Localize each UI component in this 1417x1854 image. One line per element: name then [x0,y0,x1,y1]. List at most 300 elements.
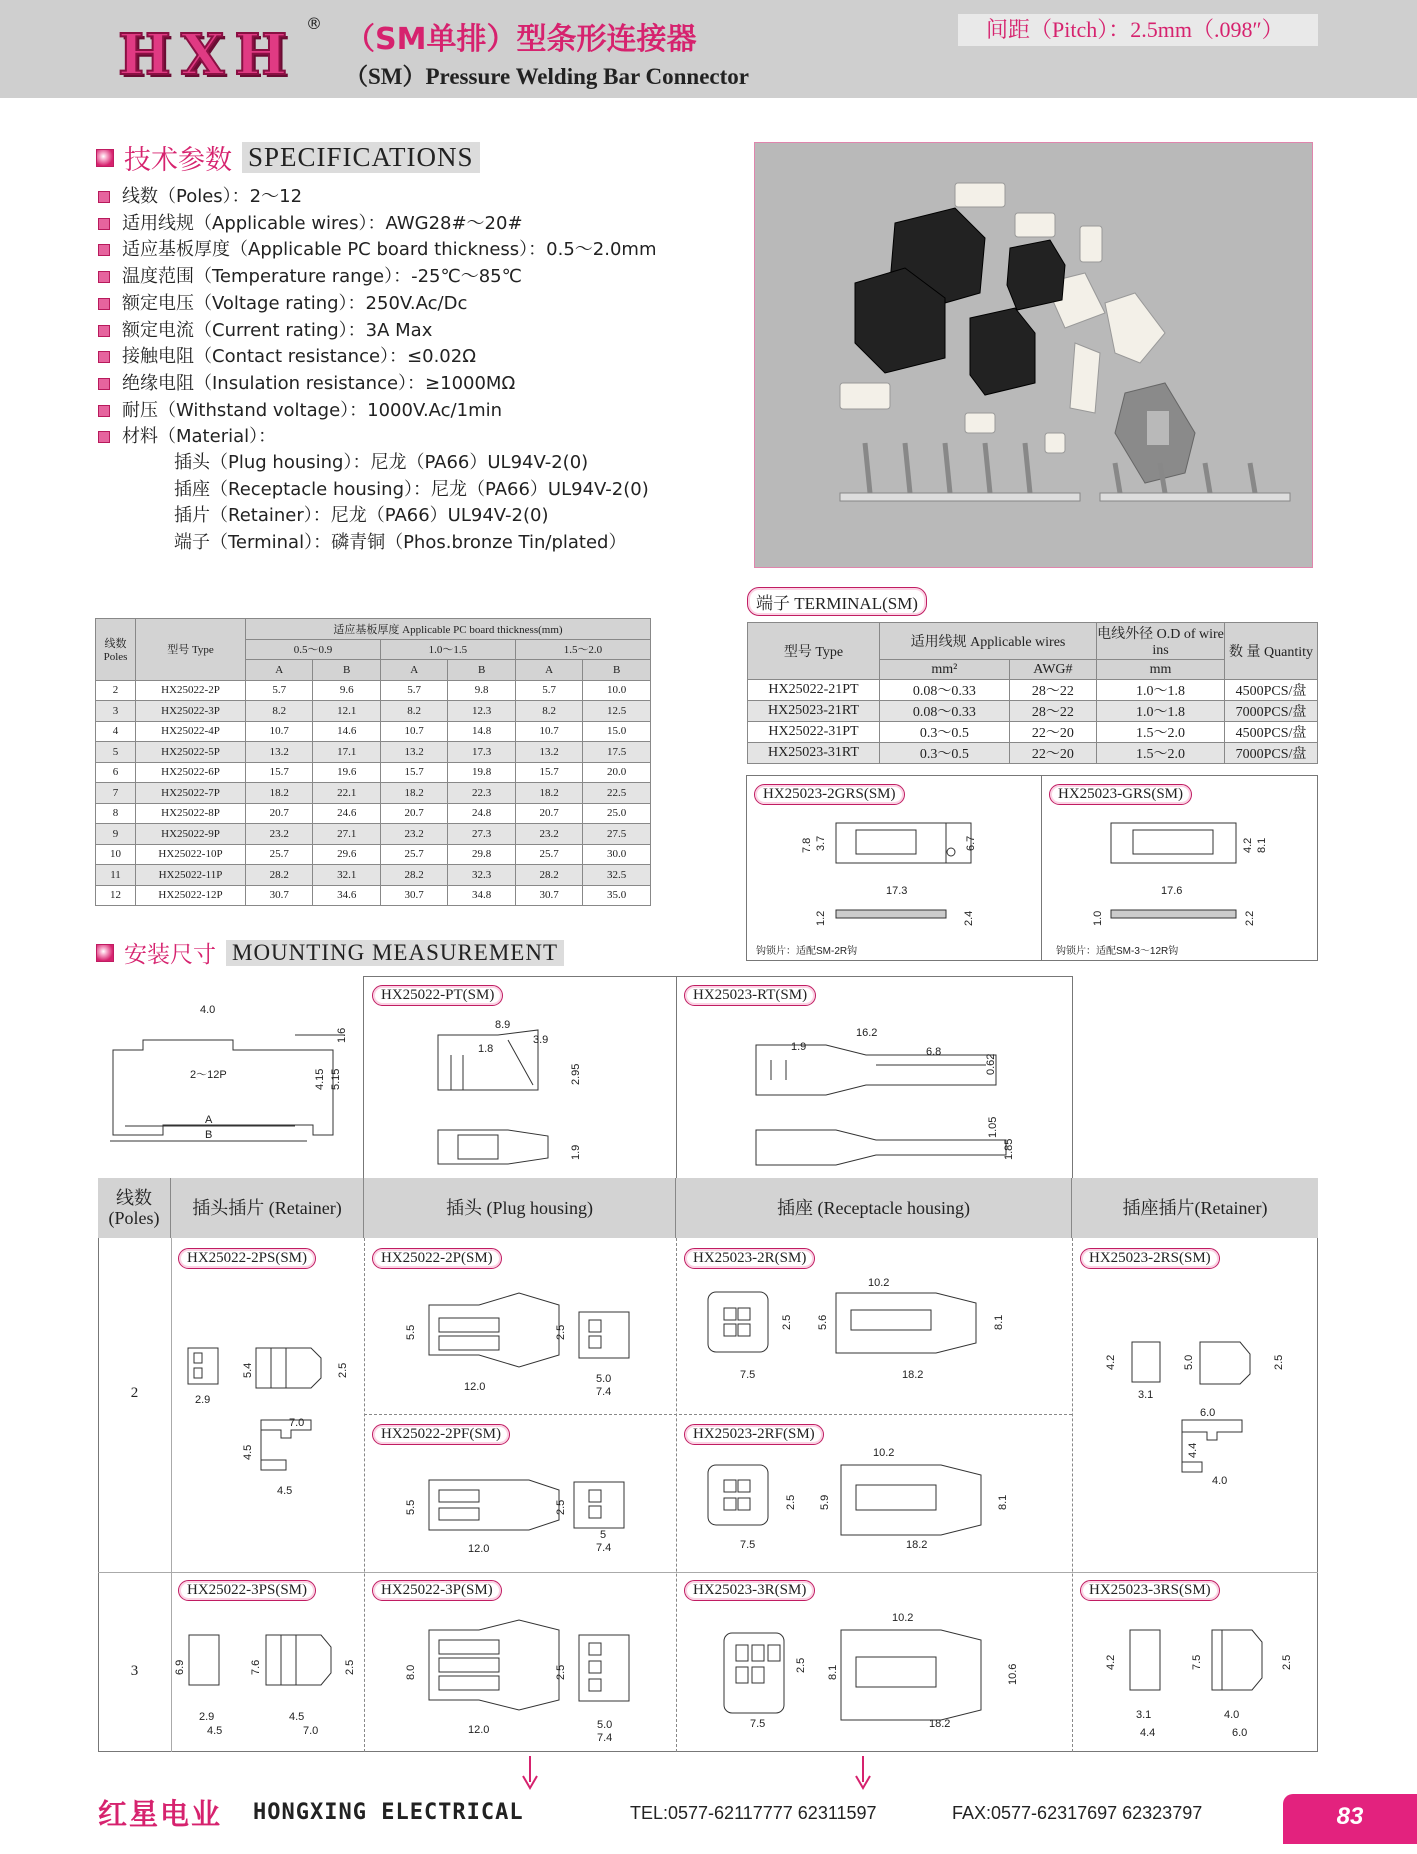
spec-item [98,396,502,422]
th-b: B [313,660,380,681]
spec-item-text: 耐压（Withstand voltage）：1000V.Ac/1min [122,399,503,421]
table-cell: 17.1 [313,742,380,763]
pcb-layout-drawing [95,995,355,1145]
table-cell: HX25022-21PT [748,680,880,701]
th-term-od: 电线外径 O.D of wire ins [1097,623,1225,660]
table-cell: 35.0 [583,885,651,906]
spec-item-text: 适用线规（Applicable wires）：AWG28#～20# [122,212,523,234]
pitch-label: 间距（Pitch）：2.5mm（.098″） [958,14,1318,46]
mounting-title-cn: 安装尺寸 [124,942,216,967]
pcb-dim: A [205,1114,213,1126]
table-cell: 7000PCS/盘 [1225,701,1318,722]
table-cell: 17.5 [583,742,651,763]
ps2-dim: 2.5 [337,1362,349,1378]
rs3-dim: 7.5 [1191,1654,1203,1670]
pcb-dim: B [205,1129,213,1141]
table-cell: 10.7 [246,721,313,742]
table-cell: 14.8 [448,721,515,742]
rt-drawing [676,1010,1073,1178]
table-cell: 10.7 [380,721,447,742]
table-cell: 12.1 [313,701,380,722]
terminal-label: 端子 TERMINAL(SM) [747,587,927,616]
pcb-dim: 5.15 [330,1068,342,1090]
rf2-dim: 18.2 [906,1539,928,1551]
ps2-drawing [171,1290,364,1520]
pt-dim: 1.9 [570,1144,582,1160]
p3-dim: 8.0 [405,1664,417,1680]
table-cell: 22～20 [1009,722,1096,743]
table-row [96,783,651,804]
down-arrow-icon [520,1756,540,1790]
r2-dim: 8.1 [993,1314,1005,1330]
grs-right-dim: 1.0 [1092,910,1104,926]
ps3-dim: 7.0 [303,1725,319,1737]
table-cell: HX25022-5P [136,742,246,763]
material-item: 端子（Terminal）：磷青铜（Phos.bronze Tin/plated） [174,531,627,553]
spec-item-text: 额定电压（Voltage rating）：250V.Ac/Dc [122,292,468,314]
table-cell: 22.5 [583,783,651,804]
th-a: A [246,660,313,681]
grid-hline [98,1572,1318,1573]
table-cell: 32.3 [448,865,515,886]
p3-drawing [364,1605,676,1750]
r3-dim: 18.2 [929,1718,951,1730]
th-range: 0.5～0.9 [246,639,381,660]
table-cell: 18.2 [380,783,447,804]
table-cell: 25.7 [515,844,582,865]
table-cell: 4500PCS/盘 [1225,680,1318,701]
table-cell: 25.0 [583,803,651,824]
th-term-type: 型号 Type [748,623,880,680]
table-cell: 2 [96,680,136,701]
col-header-plug-housing: 插头 (Plug housing) [364,1178,676,1238]
table-row [748,701,1318,722]
th-term-mm: mm [1097,660,1225,680]
table-cell: HX25022-7P [136,783,246,804]
pt-dim: 1.8 [478,1043,494,1055]
table-cell: 28～22 [1009,701,1096,722]
table-cell: 12 [96,885,136,906]
p3-dim: 2.5 [555,1664,567,1680]
rf2-drawing [676,1440,1072,1570]
grs-left-dim: 2.4 [963,910,975,926]
bullet-icon [98,431,110,443]
table-cell: 13.2 [515,742,582,763]
spec-item [98,342,476,368]
ps3-dim: 2.9 [199,1711,215,1723]
pt-dim: 3.9 [533,1034,549,1046]
pt-dim: 8.9 [495,1019,511,1031]
table-cell: 28.2 [246,865,313,886]
rs2-dim: 3.1 [1138,1389,1154,1401]
fax-numbers: FAX:0577-62317697 62323797 [952,1803,1203,1823]
r2-dim: 7.5 [740,1369,756,1381]
spec-item [98,316,432,342]
material-item: 插片（Retainer）：尼龙（PA66）UL94V-2(0) [174,505,549,526]
grs-left-dim: 3.7 [815,835,827,851]
specifications-heading [96,138,480,177]
ps3-dim: 7.6 [250,1659,262,1675]
table-cell: 8.2 [246,701,313,722]
dimension-table [95,618,651,906]
table-cell: 12.5 [583,701,651,722]
row-poles-3: 3 [130,1663,139,1679]
table-cell: 20.7 [515,803,582,824]
p2-dim: 7.4 [596,1386,612,1398]
table-cell: 9.8 [448,680,515,701]
table-row [96,803,651,824]
pf2-dim: 7.4 [596,1542,612,1554]
spec-item [98,182,302,208]
table-cell: 18.2 [515,783,582,804]
table-cell: 7 [96,783,136,804]
p2-dim: 5.0 [596,1373,612,1385]
table-row [748,743,1318,764]
table-cell: 30.0 [583,844,651,865]
grs-right-dim: 2.2 [1244,910,1256,926]
table-cell: 30.7 [246,885,313,906]
th-b: B [583,660,651,681]
table-row [96,885,651,906]
table-cell: HX25022-10P [136,844,246,865]
rs3-dim: 3.1 [1136,1709,1152,1721]
grs-right-title: HX25023-GRS(SM) [1049,784,1192,805]
table-cell: 3 [96,701,136,722]
table-cell: 11 [96,865,136,886]
ps3-dim: 4.5 [289,1711,305,1723]
connector-illustration [755,143,1314,569]
table-cell: 14.6 [313,721,380,742]
pf2-dim: 12.0 [468,1543,490,1555]
specifications-title-cn: 技术参数 [124,145,232,175]
label-rf2: HX25023-2RF(SM) [684,1424,824,1445]
grs-left-title: HX25023-2GRS(SM) [754,784,905,805]
dimension-table-body [96,680,651,906]
mounting-heading [96,936,564,969]
r3-drawing [676,1605,1072,1750]
pcb-dim: 2～12P [190,1069,227,1081]
mounting-title-en: MOUNTING MEASUREMENT [226,940,564,966]
table-cell: 6 [96,762,136,783]
table-cell: 0.08～0.33 [880,701,1010,722]
th-a: A [515,660,582,681]
terminal-table [747,622,1318,764]
bullet-icon [98,298,110,310]
th-term-awg: AWG# [1009,660,1096,680]
grs-left-dim: 7.8 [801,837,813,853]
table-cell: 34.8 [448,885,515,906]
table-cell: 9 [96,824,136,845]
bullet-icon [98,244,110,256]
title-en: （SM）Pressure Welding Bar Connector [345,64,749,89]
table-cell: 4500PCS/盘 [1225,722,1318,743]
p2-dim: 12.0 [464,1381,486,1393]
table-cell: 13.2 [380,742,447,763]
table-cell: HX25022-8P [136,803,246,824]
down-arrow-icon [853,1756,873,1790]
th-poles: 线数 Poles [96,619,136,681]
table-cell: 30.7 [380,885,447,906]
grs-left-dim: 1.2 [815,910,827,926]
grs-left-dim: 17.3 [886,885,908,897]
table-cell: 0.08～0.33 [880,680,1010,701]
r2-dim: 18.2 [902,1369,924,1381]
table-row [96,844,651,865]
rs3-dim: 4.4 [1140,1727,1156,1739]
table-row [96,701,651,722]
table-row [96,721,651,742]
table-cell: 30.7 [515,885,582,906]
rs2-drawing [1072,1290,1318,1520]
rs3-dim: 4.0 [1224,1709,1240,1721]
grs-left-dim: 6.7 [965,835,977,851]
table-cell: 15.7 [246,762,313,783]
table-cell: 19.8 [448,762,515,783]
spec-item [98,422,276,448]
rs3-dim: 6.0 [1232,1727,1248,1739]
th-range: 1.5～2.0 [515,639,650,660]
label-r3: HX25023-3R(SM) [684,1580,815,1601]
table-cell: 12.3 [448,701,515,722]
table-cell: 5.7 [246,680,313,701]
pcb-dim: 4.15 [314,1068,326,1090]
label-rs2: HX25023-2RS(SM) [1080,1248,1220,1269]
th-term-qty: 数 量 Quantity [1225,623,1318,680]
table-cell: 28.2 [380,865,447,886]
brand-logo: HXH [118,22,298,88]
table-cell: 28～22 [1009,680,1096,701]
rt-dim: 6.8 [926,1046,942,1058]
bullet-icon [98,271,110,283]
ps2-dim: 5.4 [242,1362,254,1378]
p3-dim: 5.0 [597,1719,613,1731]
table-cell: HX25022-12P [136,885,246,906]
rs2-dim: 5.0 [1183,1354,1195,1370]
table-cell: 29.8 [448,844,515,865]
bullet-icon [98,191,110,203]
table-cell: 23.2 [515,824,582,845]
table-cell: 29.6 [313,844,380,865]
table-cell: HX25022-2P [136,680,246,701]
grs-left-drawing [746,808,1041,957]
spec-item [98,235,657,261]
table-cell: 1.5～2.0 [1097,722,1225,743]
rf2-dim: 8.1 [997,1494,1009,1510]
table-cell: 15.7 [515,762,582,783]
table-row [748,722,1318,743]
col-header-receptacle-housing: 插座 (Receptacle housing) [676,1178,1072,1238]
company-name-en: HONGXING ELECTRICAL [253,1800,524,1825]
ps2-dim: 7.0 [289,1417,305,1429]
table-row [96,865,651,886]
rf2-dim: 7.5 [740,1539,756,1551]
table-cell: HX25023-21RT [748,701,880,722]
table-cell: 27.1 [313,824,380,845]
label-pf2: HX25022-2PF(SM) [372,1424,510,1445]
r2-drawing [676,1270,1072,1410]
table-cell: 19.6 [313,762,380,783]
table-cell: 9.6 [313,680,380,701]
table-cell: 10.7 [515,721,582,742]
r2-dim: 10.2 [868,1277,890,1289]
terminal-table-body [748,680,1318,764]
p3-dim: 7.4 [597,1732,613,1744]
r3-dim: 2.5 [795,1657,807,1673]
table-cell: HX25022-31PT [748,722,880,743]
table-cell: 0.3～0.5 [880,722,1010,743]
p2-dim: 2.5 [555,1324,567,1340]
ps3-dim: 2.5 [344,1659,356,1675]
pt-title: HX25022-PT(SM) [372,985,503,1006]
table-cell: 24.8 [448,803,515,824]
label-p2: HX25022-2P(SM) [372,1248,502,1269]
ps3-drawing [171,1600,364,1750]
grid-hline [364,1414,1072,1415]
p2-drawing [364,1270,676,1410]
row-poles-2: 2 [130,1385,139,1401]
table-cell: 22.3 [448,783,515,804]
table-cell: 25.7 [246,844,313,865]
table-cell: 8 [96,803,136,824]
table-row [96,762,651,783]
bullet-icon [98,378,110,390]
table-cell: 18.2 [246,783,313,804]
p2-dim: 5.5 [405,1324,417,1340]
pf2-drawing [364,1450,676,1570]
table-cell: 22.1 [313,783,380,804]
title-cn: （SM单排）型条形连接器 [345,22,697,57]
ps2-dim: 4.5 [242,1444,254,1460]
table-cell: 22～20 [1009,743,1096,764]
bullet-icon [98,218,110,230]
label-ps2: HX25022-2PS(SM) [178,1248,316,1269]
pf2-dim: 2.5 [555,1499,567,1515]
table-cell: HX25022-6P [136,762,246,783]
spec-item-text: 适应基板厚度（Applicable PC board thickness）：0.5～2.0mm [122,239,657,261]
section-bullet-icon [96,944,114,962]
table-cell: HX25022-3P [136,701,246,722]
page-number: 83 [1283,1794,1417,1844]
spec-item-text: 线数（Poles）：2～12 [122,186,303,207]
table-cell: 1.0～1.8 [1097,680,1225,701]
grs-right-dim: 17.6 [1161,885,1183,897]
col-header-poles: 线数 (Poles) [98,1178,171,1238]
grs-right-dim: 4.2 [1242,837,1254,853]
table-cell: HX25023-31RT [748,743,880,764]
rf2-dim: 5.9 [819,1494,831,1510]
table-cell: 17.3 [448,742,515,763]
spec-item [98,262,522,288]
grs-right-note: 钩锁片：适配SM-3～12R钩 [1056,946,1179,957]
spec-item-text: 绝缘电阻（Insulation resistance）：≥1000MΩ [122,372,516,394]
table-cell: 32.5 [583,865,651,886]
rf2-dim: 10.2 [873,1447,895,1459]
th-b: B [448,660,515,681]
rt-dim: 1.9 [791,1041,807,1053]
spec-item-text: 材料（Material）： [122,426,277,448]
label-r2: HX25023-2R(SM) [684,1248,815,1269]
pcb-dim: 1.6 [336,1027,348,1043]
col-header-plug-retainer: 插头插片 (Retainer) [171,1178,364,1238]
table-cell: HX25022-11P [136,865,246,886]
table-cell: 27.3 [448,824,515,845]
table-cell: 20.7 [246,803,313,824]
table-cell: 15.0 [583,721,651,742]
table-cell: 5 [96,742,136,763]
bullet-icon [98,325,110,337]
table-cell: 34.6 [313,885,380,906]
phone-numbers: TEL:0577-62117777 62311597 [630,1803,877,1823]
rs2-dim: 4.4 [1187,1442,1199,1458]
table-cell: 10 [96,844,136,865]
table-cell: 20.7 [380,803,447,824]
page-header [0,0,1417,98]
table-cell: HX25022-9P [136,824,246,845]
r3-dim: 8.1 [827,1664,839,1680]
rs3-dim: 2.5 [1281,1654,1293,1670]
r3-dim: 7.5 [750,1718,766,1730]
table-cell: 8.2 [515,701,582,722]
bullet-icon [98,405,110,417]
spec-item [98,209,523,235]
table-row [748,680,1318,701]
table-cell: 1.0～1.8 [1097,701,1225,722]
material-item: 插头（Plug housing）：尼龙（PA66）UL94V-2(0) [174,452,589,473]
table-cell: 27.5 [583,824,651,845]
label-ps3: HX25022-3PS(SM) [178,1580,316,1601]
table-cell: 28.2 [515,865,582,886]
spec-item [98,369,515,395]
pcb-dim: 4.0 [200,1004,216,1016]
table-cell: 24.6 [313,803,380,824]
rt-dim: 1.85 [1003,1138,1015,1160]
table-cell: 23.2 [246,824,313,845]
table-cell: HX25022-4P [136,721,246,742]
rs2-dim: 4.2 [1105,1354,1117,1370]
ps2-dim: 4.5 [277,1485,293,1497]
ps3-dim: 4.5 [207,1725,223,1737]
spec-item [98,289,467,315]
pt-dim: 2.95 [570,1063,582,1085]
grs-right-drawing [1041,808,1318,957]
rt-title: HX25023-RT(SM) [684,985,816,1006]
table-cell: 25.7 [380,844,447,865]
table-cell: 5.7 [515,680,582,701]
spec-item-text: 额定电流（Current rating）：3A Max [122,319,433,341]
label-p3: HX25022-3P(SM) [372,1580,502,1601]
pf2-dim: 5.5 [405,1499,417,1515]
table-row [96,824,651,845]
r2-dim: 5.6 [817,1314,829,1330]
table-cell: 7000PCS/盘 [1225,743,1318,764]
table-cell: 1.5～2.0 [1097,743,1225,764]
rs2-dim: 6.0 [1200,1407,1216,1419]
specifications-title-en: SPECIFICATIONS [242,142,480,173]
ps2-dim: 2.9 [195,1394,211,1406]
th-term-wire: 适用线规 Applicable wires [880,623,1097,660]
rt-dim: 1.05 [987,1116,999,1138]
registered-mark: ® [306,14,322,33]
table-cell: 8.2 [380,701,447,722]
product-photo [754,142,1313,568]
pf2-dim: 5 [600,1529,607,1541]
rf2-dim: 2.5 [785,1494,797,1510]
grs-left-note: 钩锁片：适配SM-2R钩 [756,946,858,957]
th-pcb: 适应基板厚度 Applicable PC board thickness(mm) [246,619,651,640]
r3-dim: 10.6 [1007,1663,1019,1685]
table-cell: 20.0 [583,762,651,783]
col-header-receptacle-retainer: 插座插片(Retainer) [1072,1178,1318,1238]
